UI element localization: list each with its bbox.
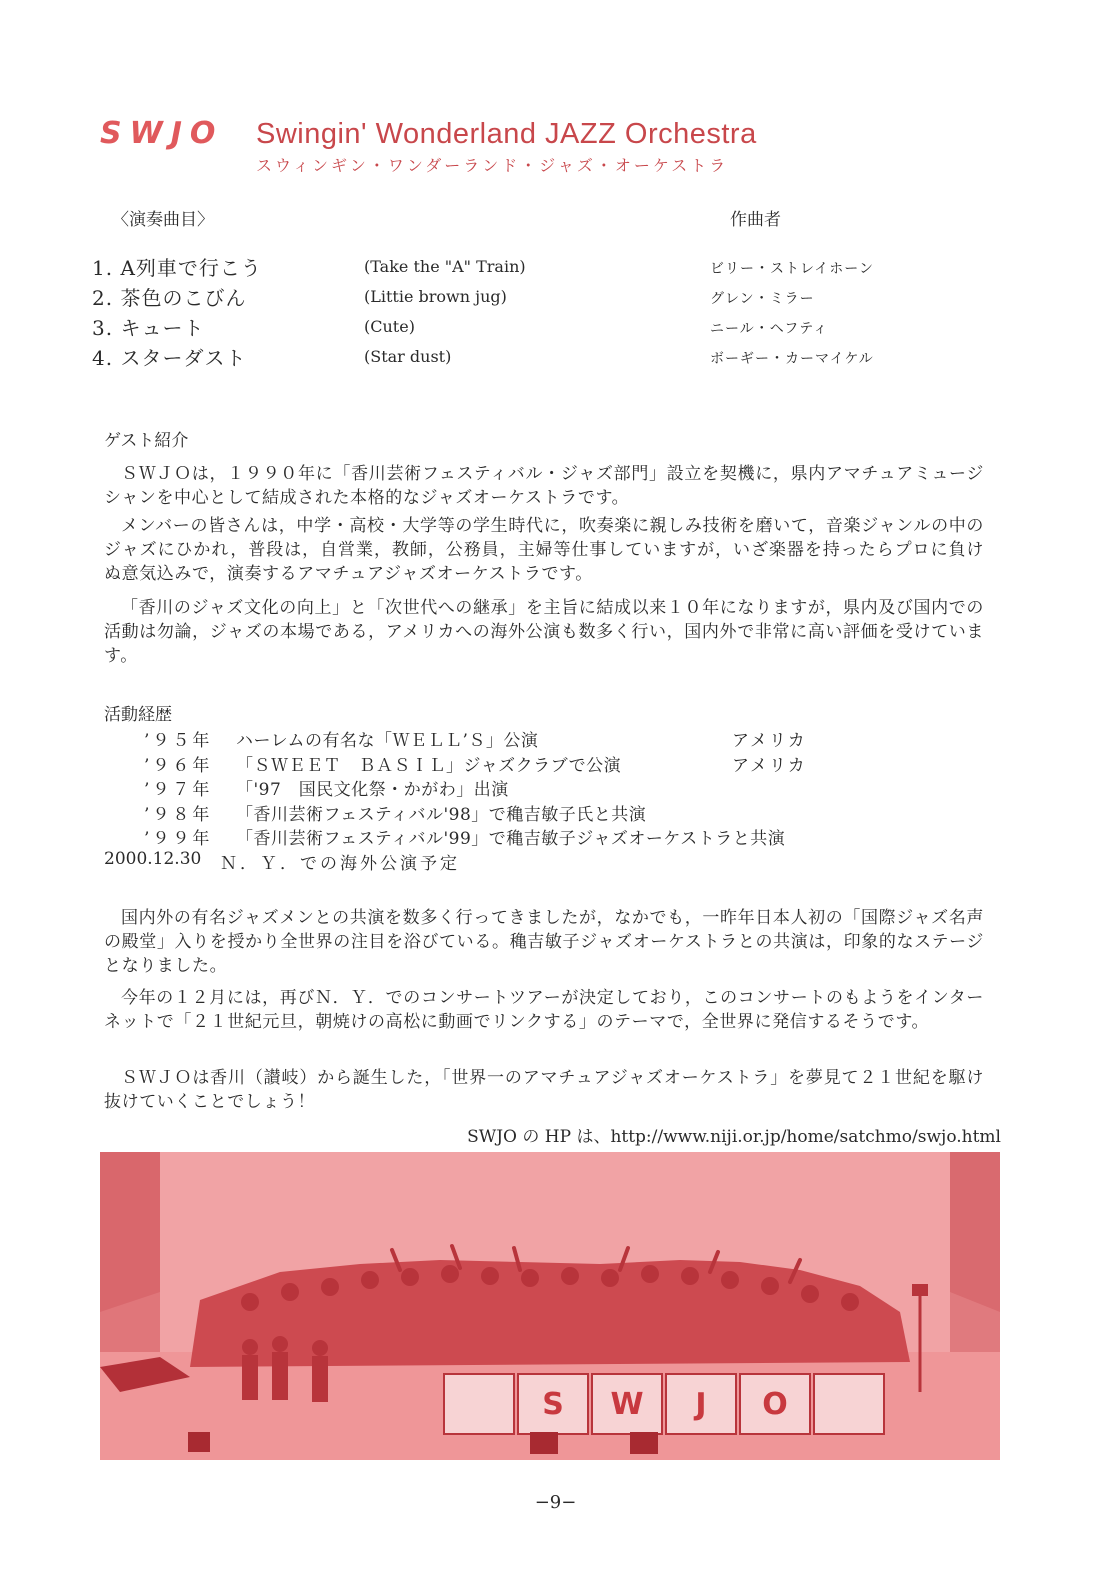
history-item (104, 726, 984, 751)
song-title-ja: 3. キュート (92, 316, 205, 340)
song-title-en: (Star dust) (364, 347, 452, 366)
closing-paragraph-1: 国内外の有名ジャズメンとの共演を数多く行ってきましたが，なかでも，一昨年日本人初の「国際ジャズ名声の殿堂」入りを授かり全世界の注目を浴びている。穐吉敏子ジャズオーケストラとの共演は，印象的なステージとなりました。 (104, 908, 984, 977)
orchestra-photo (100, 1152, 1000, 1460)
guest-paragraph-2: メンバーの皆さんは，中学・高校・大学等の学生時代に，吹奏楽に親しみ技術を磨いて，音楽ジャンルの中のジャズにひかれ，普段は，自営業，教師，公務員，主婦等仕事していますが，いざ楽器を持ったらプロに負けぬ意気込みで，演奏するアマチュアジャズオーケストラです。 (104, 516, 984, 585)
song-composer: ボーギー・カーマイケル (710, 351, 874, 367)
song-composer: グレン・ミラー (710, 291, 815, 307)
history-item (104, 751, 984, 776)
guest-paragraph-1: ＳＷＪＯは，１９９０年に「香川芸術フェスティバル・ジャズ部門」設立を契機に，県内アマチュアミュージシャンを中心として結成された本格的なジャズオーケストラです。 (104, 464, 984, 509)
song-item (92, 342, 1012, 372)
song-title-en: (Take the "A" Train) (364, 257, 526, 276)
history-item (104, 775, 984, 800)
song-title-en: (Littie brown jug) (364, 287, 507, 306)
song-composer: ビリー・ストレイホーン (710, 261, 875, 277)
stand-letter-s: S (542, 1387, 564, 1422)
page-number: −9− (534, 1492, 577, 1513)
history-list (104, 726, 984, 873)
title-english: Swingin' Wonderland JAZZ Orchestra (256, 118, 757, 150)
logo: SWJO (100, 116, 224, 151)
song-title-ja: 4. スターダスト (92, 346, 247, 370)
homepage-line: SWJO の HP は、http://www.niji.or.jp/home/satchmo/swjo.html (467, 1127, 1001, 1147)
planned-event: Ｎ．Ｙ．での海外公演予定 (220, 853, 460, 874)
history-year: ’９８年 (144, 804, 213, 825)
planned-date: 2000.12.30 (104, 848, 202, 869)
closing-paragraph-3: ＳＷＪＯは香川（讃岐）から誕生した，「世界一のアマチュアジャズオーケストラ」を夢見て２１世紀を駆け抜けていくことでしょう！ (104, 1068, 984, 1113)
song-composer: ニール・ヘフティ (710, 321, 829, 337)
stand-letter-j: J (695, 1387, 707, 1422)
title-japanese: スウィンギン・ワンダーランド・ジャズ・オーケストラ (256, 156, 729, 175)
song-list (92, 252, 1012, 372)
closing-paragraph-2: 今年の１２月には，再びＮ．Ｙ．でのコンサートツアーが決定しており，このコンサートのもようをインターネットで「２１世紀元旦，朝焼けの高松に動画でリンクする」のテーマで，全世界に発信するそうです。 (104, 988, 984, 1033)
history-event: ハーレムの有名な「ＷＥＬＬ’Ｓ」公演 (236, 731, 539, 751)
history-place: アメリカ (732, 755, 807, 776)
history-place: アメリカ (732, 731, 807, 751)
composer-label: 作曲者 (730, 210, 781, 230)
history-item (104, 800, 984, 825)
song-title-ja: 2. 茶色のこびん (92, 286, 247, 310)
history-heading: 活動経歴 (104, 705, 172, 725)
guest-paragraph-3: 「香川のジャズ文化の向上」と「次世代への継承」を主旨に結成以来１０年になりますが，県内及び国内での活動は勿論，ジャズの本場である，アメリカへの海外公演も数多く行い，国内外で非常に高い評価を受けています。 (104, 598, 984, 667)
song-item (92, 312, 1012, 342)
history-year: ’９５年 (144, 731, 213, 751)
stand-letter-w: W (610, 1387, 644, 1422)
history-year: ’９６年 (144, 755, 213, 776)
song-item (92, 252, 1012, 282)
orchestra-photo-graphic (100, 1152, 1000, 1460)
song-title-en: (Cute) (364, 317, 415, 336)
song-title-ja: 1. A列車で行こう (92, 256, 262, 280)
program-label: 〈演奏曲目〉 (112, 210, 214, 230)
song-item (92, 282, 1012, 312)
history-event: 「香川芸術フェスティバル'98」で穐吉敏子氏と共演 (236, 804, 647, 825)
history-item (104, 824, 984, 849)
stand-letter-o: O (762, 1387, 788, 1422)
history-planned (104, 849, 984, 874)
history-year: ’９７年 (144, 780, 213, 800)
history-year: ’９９年 (144, 829, 213, 849)
history-event: 「'97 国民文化祭・かがわ」出演 (236, 780, 509, 800)
history-event: 「香川芸術フェスティバル'99」で穐吉敏子ジャズオーケストラと共演 (236, 829, 786, 849)
guest-heading: ゲスト紹介 (104, 431, 189, 451)
history-event: 「ＳＷＥＥＴ ＢＡＳＩＬ」ジャズクラブで公演 (236, 755, 622, 776)
